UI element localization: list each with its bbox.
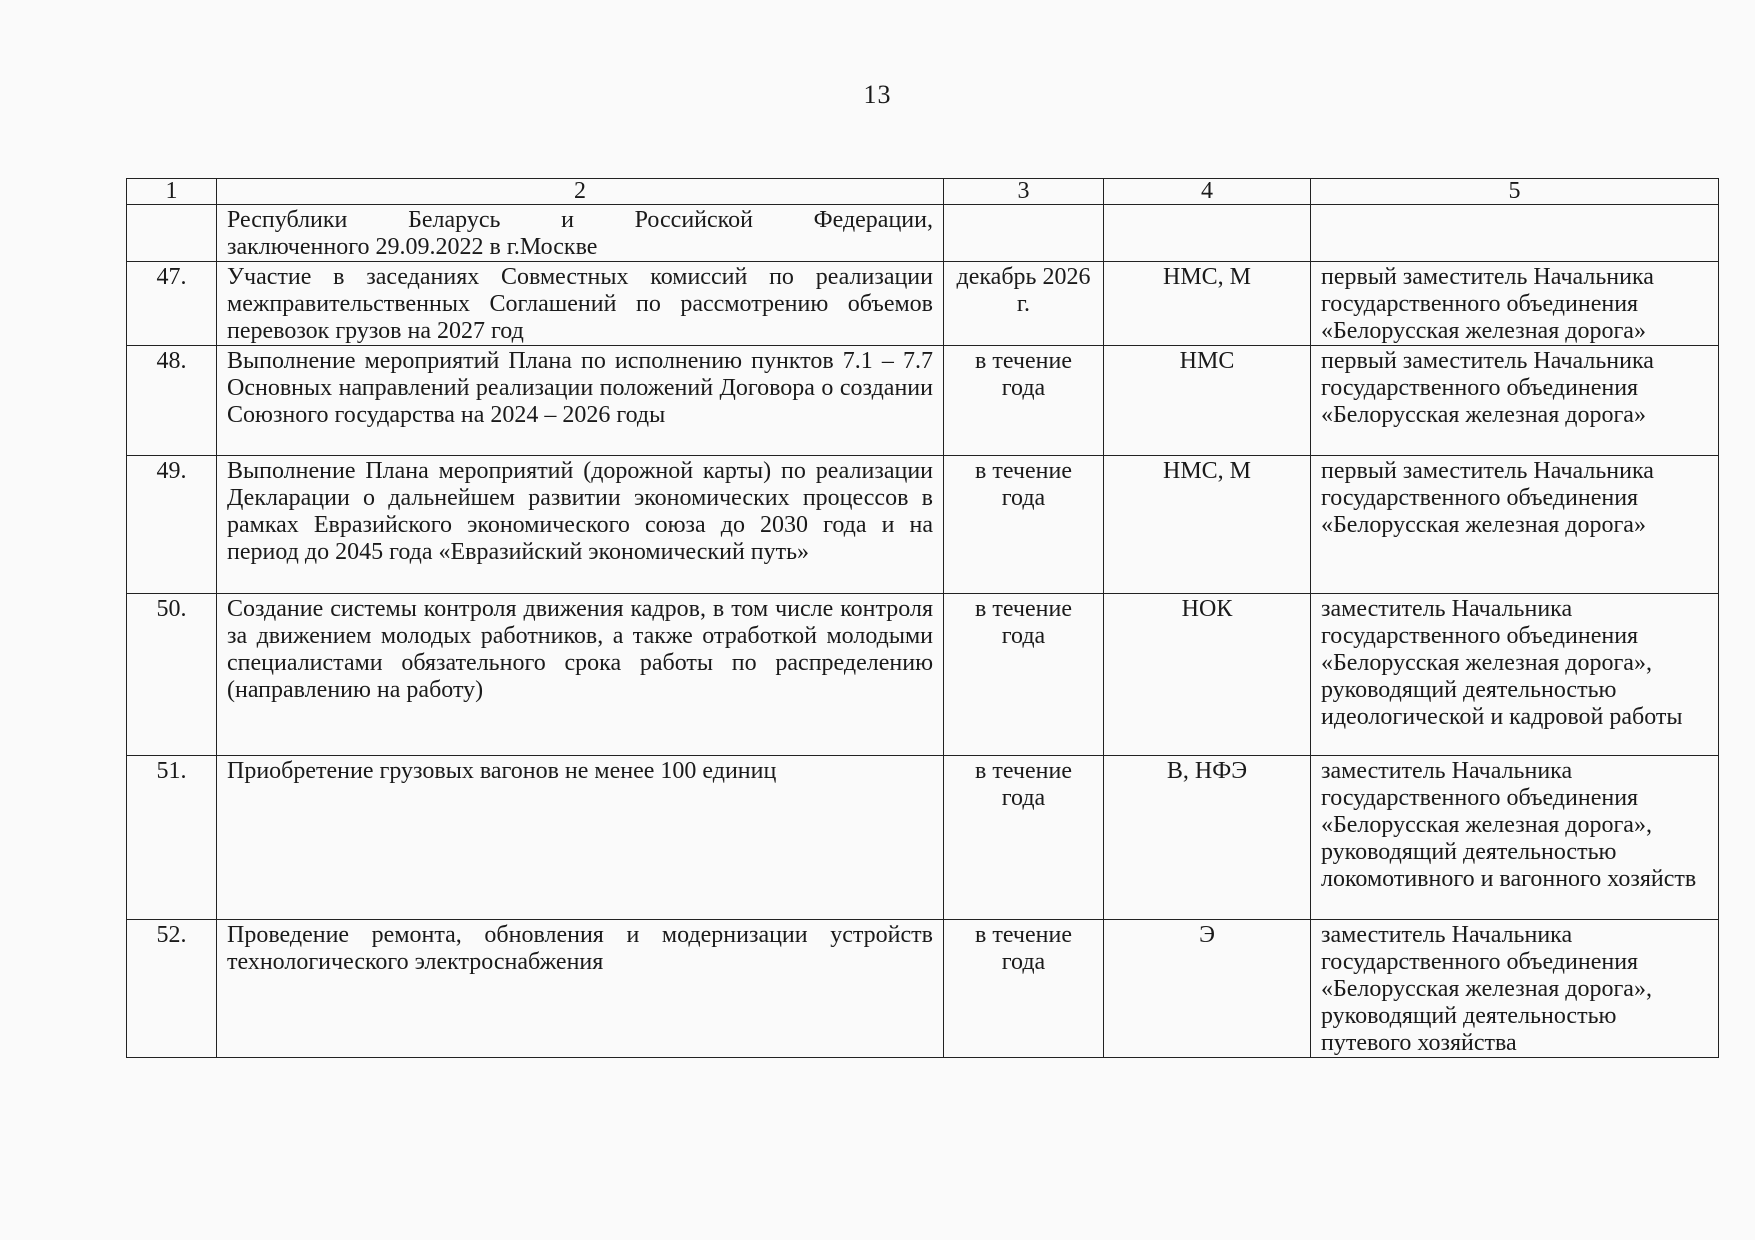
row-number: 52. <box>127 920 217 1058</box>
row-deadline: декабрь 2026 г. <box>944 262 1104 346</box>
row-number: 48. <box>127 346 217 456</box>
continuation-responsible <box>1311 205 1719 262</box>
header-col-5: 5 <box>1311 179 1719 205</box>
header-col-3: 3 <box>944 179 1104 205</box>
continuation-executor <box>1104 205 1311 262</box>
plan-table <box>126 178 1719 1058</box>
row-deadline: в течение года <box>944 756 1104 920</box>
table-row <box>127 262 1719 346</box>
row-executor: В, НФЭ <box>1104 756 1311 920</box>
row-number: 47. <box>127 262 217 346</box>
continuation-line-1: Республики Беларусь и Российской Федерации, <box>227 207 933 233</box>
continuation-num <box>127 205 217 262</box>
continuation-deadline <box>944 205 1104 262</box>
table-row <box>127 456 1719 594</box>
row-number: 50. <box>127 594 217 756</box>
table-row <box>127 756 1719 920</box>
table-row <box>127 346 1719 456</box>
row-executor: НМС <box>1104 346 1311 456</box>
row-task: Проведение ремонта, обновления и модернизации устройств технологического электроснабжения <box>217 920 944 1058</box>
row-number: 49. <box>127 456 217 594</box>
row-task: Выполнение мероприятий Плана по исполнению пунктов 7.1 – 7.7 Основных направлений реализации положений Договора о создании Союзного государства на 2024 – 2026 годы <box>217 346 944 456</box>
header-row <box>127 179 1719 205</box>
row-task: Участие в заседаниях Совместных комиссий по реализации межправительственных Соглашений по рассмотрению объемов перевозок грузов на 2027 год <box>217 262 944 346</box>
row-responsible: первый заместитель Начальника государственного объединения «Белорусская железная дорога» <box>1311 456 1719 594</box>
row-deadline: в течение года <box>944 456 1104 594</box>
table-row <box>127 594 1719 756</box>
row-executor: НМС, М <box>1104 456 1311 594</box>
row-executor: НОК <box>1104 594 1311 756</box>
row-task: Выполнение Плана мероприятий (дорожной карты) по реализации Декларации о дальнейшем развитии экономических процессов в рамках Евразийского экономического союза до 2030 года и на период до 2045 года «Евразийский экономический путь» <box>217 456 944 594</box>
page-number: 13 <box>863 80 892 109</box>
header-col-2: 2 <box>217 179 944 205</box>
continuation-task <box>217 205 944 262</box>
row-deadline: в течение года <box>944 346 1104 456</box>
continuation-row <box>127 205 1719 262</box>
table-row <box>127 920 1719 1058</box>
header-col-1: 1 <box>127 179 217 205</box>
row-responsible: заместитель Начальника государственного объединения «Белорусская железная дорога», руководящий деятельностью локомотивного и вагонного хозяйств <box>1311 756 1719 920</box>
row-task: Приобретение грузовых вагонов не менее 100 единиц <box>217 756 944 920</box>
row-executor: Э <box>1104 920 1311 1058</box>
row-number: 51. <box>127 756 217 920</box>
continuation-line-2: заключенного 29.09.2022 в г.Москве <box>227 234 598 260</box>
row-responsible: первый заместитель Начальника государственного объединения «Белорусская железная дорога» <box>1311 346 1719 456</box>
header-col-4: 4 <box>1104 179 1311 205</box>
row-deadline: в течение года <box>944 594 1104 756</box>
row-responsible: первый заместитель Начальника государственного объединения «Белорусская железная дорога» <box>1311 262 1719 346</box>
row-task: Создание системы контроля движения кадров, в том числе контроля за движением молодых работников, а также отработкой молодыми специалистами обязательного срока работы по распределению (направлению на работу) <box>217 594 944 756</box>
row-executor: НМС, М <box>1104 262 1311 346</box>
row-responsible: заместитель Начальника государственного объединения «Белорусская железная дорога», руководящий деятельностью идеологической и кадровой работы <box>1311 594 1719 756</box>
row-responsible: заместитель Начальника государственного объединения «Белорусская железная дорога», руководящий деятельностью путевого хозяйства <box>1311 920 1719 1058</box>
row-deadline: в течение года <box>944 920 1104 1058</box>
